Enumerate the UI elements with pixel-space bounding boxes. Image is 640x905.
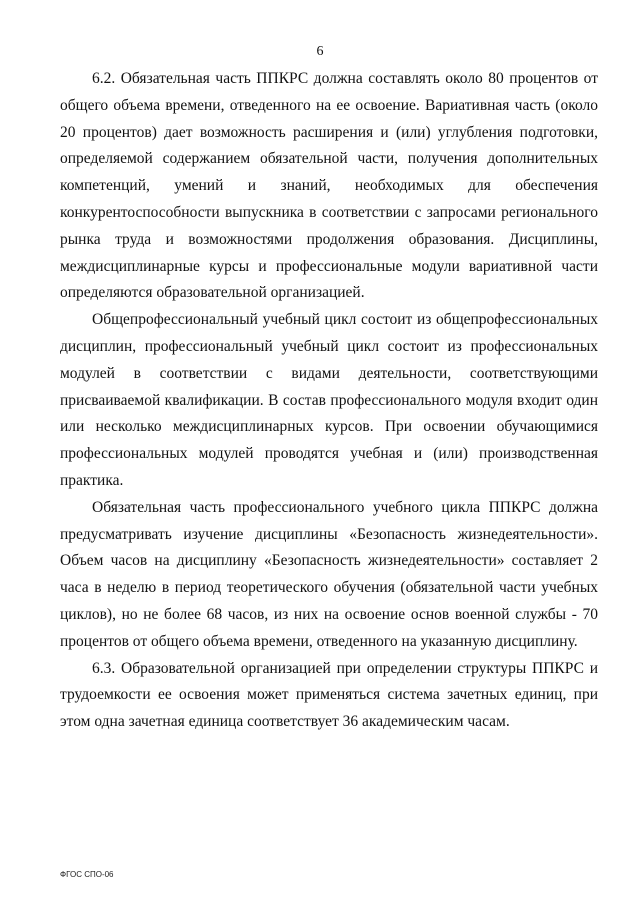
paragraph-general-professional-cycle: Общепрофессиональный учебный цикл состоит из общепрофессиональных дисциплин, профессиональный учебный цикл состоит из профессиональных модулей в соответствии с видами деятельности, соответствующими присваиваемой квалификации. В состав профессионального модуля входит один или несколько междисциплинарных курсов. При освоении обучающимися профессиональных модулей проводятся учебная и (или) производственная практика. bbox=[60, 311, 598, 489]
footer-standard-code: ФГОС СПО-06 bbox=[60, 870, 114, 879]
paragraph-6-2: 6.2. Обязательная часть ППКРС должна составлять около 80 процентов от общего объема времени, отведенного на ее освоение. Вариативная часть (около 20 процентов) дает возможность расширения и (или) углубления подготовки, определяемой содержанием обязательной части, получения дополнительных компетенций, умений и знаний, необходимых для обеспечения конкурентоспособности выпускника в соответствии с запросами регионального рынка труда и возможностями продолжения образования. Дисциплины, междисциплинарные курсы и профессиональные модули вариативной части определяются образовательной организацией. bbox=[60, 70, 598, 302]
page-number: 6 bbox=[316, 44, 324, 59]
paragraph-6-3: 6.3. Образовательной организацией при определении структуры ППКРС и трудоемкости ее освоения может применяться система зачетных единиц, при этом одна зачетная единица соответствует 36 академическим часам. bbox=[60, 659, 598, 731]
paragraph-life-safety: Обязательная часть профессионального учебного цикла ППКРС должна предусматривать изучение дисциплины «Безопасность жизнедеятельности». Объем часов на дисциплину «Безопасность жизнедеятельности» составляет 2 часа в неделю в период теоретического обучения (обязательной части учебных циклов), но не более 68 часов, из них на освоение основ военной службы - 70 процентов от общего объема времени, отведенного на указанную дисциплину. bbox=[60, 498, 598, 650]
document-body bbox=[60, 66, 598, 736]
